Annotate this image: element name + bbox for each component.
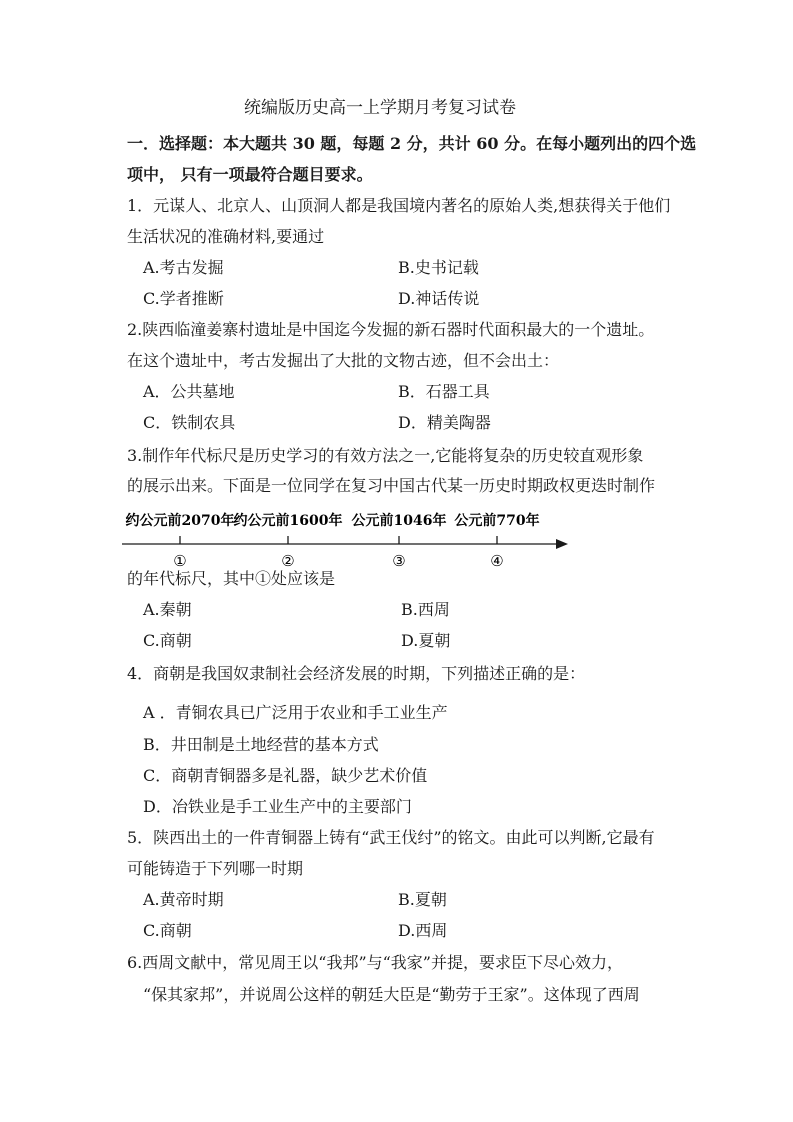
q2-option-c: C．铁制农具 <box>143 413 236 432</box>
timeline-marker-1: ① <box>173 552 187 570</box>
q2-option-d: D．精美陶器 <box>398 413 491 432</box>
timeline-marker-3: ③ <box>392 552 406 570</box>
timeline-label-2: 约公元前1600年 <box>233 513 343 529</box>
q6-stem-line-2: “保其家邦”，并说周公这样的朝廷大臣是“勤劳于王家”。这体现了西周 <box>143 985 640 1004</box>
q4-stem-line-1: 4．商朝是我国奴隶制社会经济发展的时期，下列描述正确的是： <box>127 664 586 683</box>
q3-stem-line-1: 3.制作年代标尺是历史学习的有效方法之一,它能将复杂的历史较直观形象 <box>127 446 644 465</box>
timeline-ruler <box>120 508 570 572</box>
timeline-label-4: 公元前770年 <box>454 513 540 529</box>
q2-option-b: B．石器工具 <box>398 382 490 401</box>
timeline-arrowhead <box>556 539 568 549</box>
q5-stem-line-2: 可能铸造于下列哪一时期 <box>127 859 304 878</box>
section-header-line-1: 一．选择题：本大题共 30 题，每题 2 分，共计 60 分。在每小题列出的四个选 <box>127 134 697 153</box>
q1-option-d: D.神话传说 <box>398 289 480 308</box>
q3-option-a: A.秦朝 <box>143 600 192 619</box>
timeline-label-1: 约公元前2070年 <box>125 513 235 529</box>
q5-option-a: A.黄帝时期 <box>143 890 224 909</box>
section-header-line-2: 项中， 只有一项最符合题目要求。 <box>127 165 373 184</box>
q3-option-b: B.西周 <box>401 600 450 619</box>
timeline-marker-4: ④ <box>490 552 504 570</box>
q1-option-a: A.考古发掘 <box>143 258 224 277</box>
q3-option-c: C.商朝 <box>143 631 192 650</box>
q1-stem-line-2: 生活状况的准确材料,要通过 <box>127 227 325 246</box>
q4-option-c: C．商朝青铜器多是礼器，缺少艺术价值 <box>143 766 428 785</box>
q1-option-b: B.史书记载 <box>398 258 479 277</box>
q5-option-d: D.西周 <box>398 921 448 940</box>
q6-stem-line-1: 6.西周文献中，常见周王以“我邦”与“我家”并提，要求臣下尽心效力， <box>127 953 623 972</box>
q4-option-d: D．冶铁业是手工业生产中的主要部门 <box>143 797 412 816</box>
page-title: 统编版历史高一上学期月考复习试卷 <box>244 98 516 118</box>
q3-stem-line-3: 的年代标尺，其中①处应该是 <box>127 569 336 588</box>
timeline-marker-2: ② <box>281 552 295 570</box>
q5-option-c: C.商朝 <box>143 921 192 940</box>
q4-option-b: B．井田制是土地经营的基本方式 <box>143 735 379 754</box>
q2-option-a: A．公共墓地 <box>143 382 235 401</box>
q2-stem-line-1: 2.陕西临潼姜寨村遗址是中国迄今发掘的新石器时代面积最大的一个遗址。 <box>127 320 655 339</box>
q4-option-a: A ．青铜农具已广泛用于农业和手工业生产 <box>143 703 448 722</box>
q3-option-d: D.夏朝 <box>401 631 451 650</box>
q2-stem-line-2: 在这个遗址中，考古发掘出了大批的文物古迹，但不会出土： <box>127 351 560 370</box>
q5-stem-line-1: 5．陕西出土的一件青铜器上铸有“武王伐纣”的铭文。由此可以判断,它最有 <box>127 828 655 847</box>
q3-stem-line-2: 的展示出来。下面是一位同学在复习中国古代某一历史时期政权更迭时制作 <box>127 476 656 495</box>
q1-option-c: C.学者推断 <box>143 289 224 308</box>
timeline-label-3: 公元前1046年 <box>351 513 447 529</box>
q1-stem-line-1: 1．元谋人、北京人、山顶洞人都是我国境内著名的原始人类,想获得关于他们 <box>127 196 671 215</box>
q5-option-b: B.夏朝 <box>398 890 447 909</box>
